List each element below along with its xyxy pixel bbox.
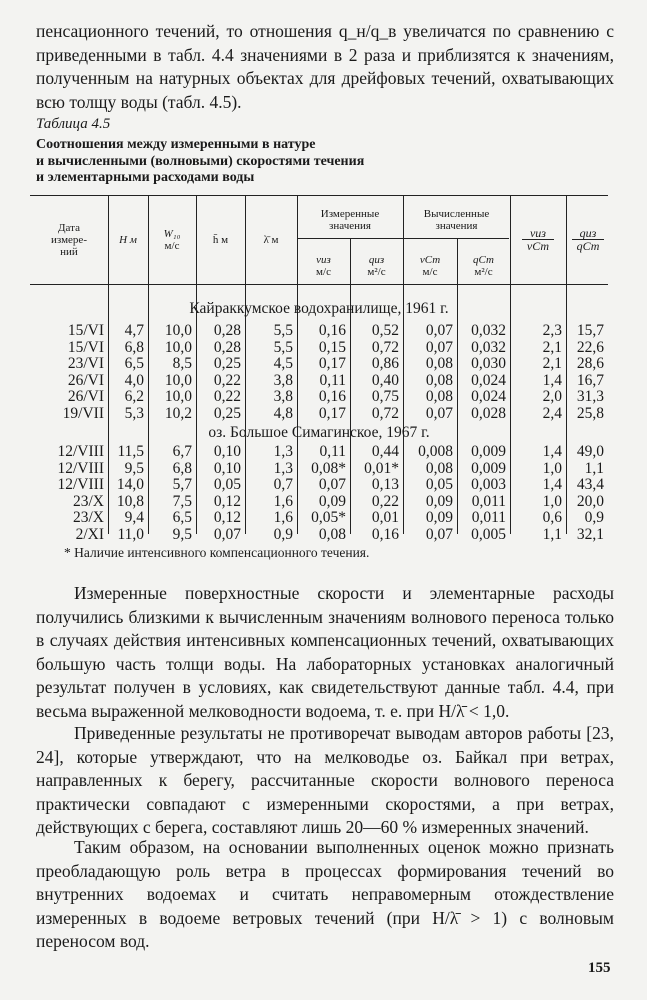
table-cell: 1,4 bbox=[542, 476, 562, 493]
table-cell: 9,5 bbox=[124, 459, 144, 477]
table-cell: 0,10 bbox=[213, 443, 241, 460]
table-cell: 9,5 bbox=[172, 525, 192, 543]
table-cell: 0,10 bbox=[213, 459, 241, 477]
table-row bbox=[30, 389, 608, 406]
table-cell: 4,0 bbox=[124, 371, 144, 389]
table-cell: 0,05* bbox=[311, 509, 346, 526]
table-cell: 7,5 bbox=[172, 492, 192, 510]
table-cell: 14,0 bbox=[116, 476, 144, 493]
table-cell: 0,030 bbox=[471, 355, 506, 372]
header-hbar bbox=[196, 234, 245, 246]
table-row bbox=[30, 406, 608, 423]
table-cell: 0,40 bbox=[371, 371, 399, 389]
table-cell: 0,72 bbox=[371, 404, 399, 422]
table-cell: 26/VI bbox=[67, 371, 104, 389]
table-cell: 2,3 bbox=[542, 322, 562, 339]
table-cell: 0,12 bbox=[213, 509, 241, 526]
table-cell: 0,25 bbox=[213, 404, 241, 422]
table-cell: 0,09 bbox=[425, 509, 453, 526]
table-cell: 0,07 bbox=[425, 338, 453, 356]
table-cell: 11,0 bbox=[117, 525, 144, 543]
table-cell: 0,08* bbox=[311, 459, 346, 477]
header-wind-unit: м/с bbox=[164, 240, 180, 252]
table-cell: 0,22 bbox=[371, 492, 399, 510]
table-cell: 0,05 bbox=[213, 476, 241, 493]
table-cell: 9,4 bbox=[124, 509, 144, 526]
header-date-line: измере- bbox=[51, 234, 87, 246]
table-cell: 0,9 bbox=[584, 509, 604, 526]
table-row bbox=[30, 477, 608, 494]
table-cell: 15/VI bbox=[67, 322, 104, 339]
table-cell: 0,28 bbox=[213, 338, 241, 356]
table-cell: 0,44 bbox=[371, 443, 399, 460]
table-cell: 19/VII bbox=[62, 404, 104, 422]
table-cell: 2,1 bbox=[542, 355, 562, 372]
table-cell: 0,09 bbox=[318, 492, 346, 510]
header-hbar-label: h̄ м bbox=[212, 234, 229, 246]
table-top-rule bbox=[30, 195, 608, 196]
header-measured-line: Измеренные bbox=[320, 208, 380, 220]
paragraph-conclusion: Таким образом, на основании выполненных оценок можно признать преобладающую роль ветра в процессах формирования течений во внутренних водоемах и считать неправомерным отождествление измеренных в водоеме ветровых течений (при H/λ̄ > 1) с волновым переносом вод. bbox=[36, 837, 614, 951]
table-cell: 0,6 bbox=[542, 509, 562, 526]
header-computed-group bbox=[403, 208, 510, 232]
paragraph-intro: пенсационного течений, то отношения q_н/q_в увеличатся по сравнению с приведенными в табл. 4.4 значениями в 2 раза и приблизятся к значениям, полученным на натурных объектах для дрейфовых течений, охватывающих всю толщу воды (табл. 4.5). bbox=[36, 21, 614, 112]
paragraph-results: Приведенные результаты не противоречат выводам авторов работы [23, 24], которые утверждают, что на мелководье оз. Байкал при ветрах, направленных к берегу, рассчитанные скорости волнового переноса практически совпадают с измеренными скоростями, а при ветрах, действующих с берега, составляют лишь 20—60 % измеренных значений. bbox=[36, 723, 614, 837]
table-cell: 0,08 bbox=[318, 525, 346, 543]
table-row bbox=[30, 510, 608, 527]
table-cell: 4,8 bbox=[273, 404, 293, 422]
table-cell: 0,008 bbox=[418, 443, 453, 460]
table-cell: 0,11 bbox=[319, 371, 346, 389]
table-row bbox=[30, 494, 608, 511]
header-ratio-v-num: vиз bbox=[522, 227, 554, 240]
table-cell: 32,1 bbox=[576, 525, 604, 543]
table-cell: 6,8 bbox=[172, 459, 192, 477]
data-table-simaginskoe bbox=[30, 444, 608, 543]
header-q-computed-unit: м²/с bbox=[474, 266, 493, 278]
table-cell: 6,5 bbox=[124, 355, 144, 372]
header-date bbox=[32, 222, 106, 258]
table-cell: 1,3 bbox=[273, 443, 293, 460]
table-row bbox=[30, 461, 608, 478]
table-cell: 0,17 bbox=[318, 355, 346, 372]
table-row bbox=[30, 356, 608, 373]
table-cell: 0,028 bbox=[471, 404, 506, 422]
table-cell: 0,7 bbox=[273, 476, 293, 493]
table-cell: 0,86 bbox=[371, 355, 399, 372]
table-row bbox=[30, 444, 608, 461]
table-cell: 10,0 bbox=[164, 338, 192, 356]
table-cell: 12/VIII bbox=[57, 476, 104, 493]
table-row bbox=[30, 340, 608, 357]
table-cell: 11,5 bbox=[117, 443, 144, 460]
table-cell: 1,1 bbox=[542, 525, 562, 543]
table-cell: 10,0 bbox=[164, 371, 192, 389]
table-cell: 23/VI bbox=[67, 355, 104, 372]
table-cell: 0,09 bbox=[425, 492, 453, 510]
table-cell: 0,72 bbox=[371, 338, 399, 356]
table-cell: 3,8 bbox=[273, 388, 293, 405]
table-cell: 0,13 bbox=[371, 476, 399, 493]
table-cell: 10,0 bbox=[164, 388, 192, 405]
table-cell: 2,4 bbox=[542, 404, 562, 422]
table-cell: 5,7 bbox=[172, 476, 192, 493]
header-ratio-q bbox=[566, 227, 610, 252]
table-cell: 1,6 bbox=[273, 492, 293, 510]
header-v-computed bbox=[403, 254, 457, 278]
table-cell: 5,5 bbox=[273, 322, 293, 339]
table-cell: 0,17 bbox=[318, 404, 346, 422]
table-cell: 23/X bbox=[73, 492, 104, 510]
table-cell: 2,1 bbox=[542, 338, 562, 356]
table-cell: 0,07 bbox=[425, 322, 453, 339]
table-cell: 0,16 bbox=[318, 322, 346, 339]
table-cell: 8,5 bbox=[172, 355, 192, 372]
table-cell: 23/X bbox=[73, 509, 104, 526]
table-cell: 25,8 bbox=[576, 404, 604, 422]
table-cell: 10,0 bbox=[164, 322, 192, 339]
header-ratio-q-num: qиз bbox=[572, 227, 604, 240]
table-row bbox=[30, 527, 608, 544]
header-depth-label: H м bbox=[119, 234, 137, 246]
header-ratio-v-den: vСт bbox=[526, 239, 550, 253]
header-measured-group bbox=[297, 208, 403, 232]
table-cell: 0,12 bbox=[213, 492, 241, 510]
table-cell: 2,0 bbox=[542, 388, 562, 405]
table-cell: 0,009 bbox=[471, 443, 506, 460]
table-cell: 0,024 bbox=[471, 388, 506, 405]
header-wind bbox=[148, 228, 196, 252]
table-cell: 1,0 bbox=[542, 492, 562, 510]
table-cell: 1,4 bbox=[542, 371, 562, 389]
table-cell: 6,7 bbox=[172, 443, 192, 460]
header-depth bbox=[108, 234, 148, 246]
table-cell: 15/VI bbox=[67, 338, 104, 356]
table-cell: 0,07 bbox=[213, 525, 241, 543]
header-computed-line: значения bbox=[435, 220, 478, 232]
table-cell: 0,011 bbox=[471, 509, 506, 526]
header-q-measured-label: qиз bbox=[368, 254, 385, 266]
table-cell: 43,4 bbox=[576, 476, 604, 493]
table-cell: 0,032 bbox=[471, 338, 506, 356]
table-cell: 0,15 bbox=[318, 338, 346, 356]
header-ratio-v bbox=[510, 227, 566, 252]
table-cell: 0,08 bbox=[425, 388, 453, 405]
table-cell: 0,11 bbox=[319, 443, 346, 460]
table-cell: 6,8 bbox=[124, 338, 144, 356]
table-cell: 0,22 bbox=[213, 371, 241, 389]
table-cell: 1,0 bbox=[542, 459, 562, 477]
header-v-computed-label: vСт bbox=[419, 254, 441, 266]
table-cell: 4,7 bbox=[124, 322, 144, 339]
table-title-line: и вычисленными (волновыми) скоростями течения bbox=[36, 153, 365, 169]
table-cell: 49,0 bbox=[576, 443, 604, 460]
header-date-line: ний bbox=[60, 246, 78, 258]
table-cell: 3,8 bbox=[273, 371, 293, 389]
table-cell: 0,28 bbox=[213, 322, 241, 339]
table-cell: 6,2 bbox=[124, 388, 144, 405]
paragraph-measured-speeds: Измеренные поверхностные скорости и элементарные расходы получились близкими к вычисленным значениям волнового переноса только в случаях действия интенсивных компенсационных течений, охватывающих большую часть толщи воды. На лабораторных установках аналогичный результат получен в условиях, как свидетельствуют данные табл. 4.4, при весьма выраженной мелководности водоема, т. е. при H/λ̄ < 1,0. bbox=[36, 583, 614, 721]
header-computed-line: Вычисленные bbox=[423, 208, 490, 220]
table-caption: Таблица 4.5 bbox=[36, 116, 111, 132]
table-title-line: и элементарными расходами воды bbox=[36, 170, 255, 185]
section-title-simaginskoe: оз. Большое Симагинское, 1967 г. bbox=[208, 424, 430, 441]
table-cell: 26/VI bbox=[67, 388, 104, 405]
header-lambda bbox=[245, 234, 297, 246]
header-v-measured-unit: м/с bbox=[316, 266, 331, 278]
header-v-computed-unit: м/с bbox=[422, 266, 438, 278]
table-cell: 0,16 bbox=[371, 525, 399, 543]
table-cell: 0,05 bbox=[425, 476, 453, 493]
table-cell: 0,07 bbox=[425, 525, 453, 543]
header-wind-label: W₁₀ bbox=[163, 228, 181, 240]
table-cell: 0,01 bbox=[371, 509, 399, 526]
table-cell: 1,1 bbox=[584, 459, 604, 477]
table-cell: 10,8 bbox=[116, 492, 144, 510]
table-cell: 0,003 bbox=[471, 476, 506, 493]
header-q-computed bbox=[457, 254, 510, 278]
table-cell: 12/VIII bbox=[57, 459, 104, 477]
table-cell: 0,005 bbox=[471, 525, 506, 543]
header-v-measured bbox=[297, 254, 350, 278]
table-cell: 0,75 bbox=[371, 388, 399, 405]
header-lambda-label: λ̄ м bbox=[263, 234, 279, 246]
header-q-computed-label: qСт bbox=[473, 254, 494, 266]
table-title bbox=[36, 137, 536, 187]
table-cell: 0,024 bbox=[471, 371, 506, 389]
table-cell: 0,032 bbox=[471, 322, 506, 339]
table-cell: 4,5 bbox=[273, 355, 293, 372]
table-cell: 22,6 bbox=[576, 338, 604, 356]
table-cell: 5,5 bbox=[273, 338, 293, 356]
header-ratio-q-den: qСт bbox=[576, 239, 600, 253]
table-cell: 0,9 bbox=[273, 525, 293, 543]
table-cell: 15,7 bbox=[576, 322, 604, 339]
table-cell: 1,3 bbox=[273, 459, 293, 477]
page-number: 155 bbox=[588, 960, 611, 976]
table-header-bottom-rule bbox=[30, 284, 608, 285]
table-cell: 0,07 bbox=[318, 476, 346, 493]
header-v-measured-label: vиз bbox=[316, 254, 331, 266]
table-cell: 6,5 bbox=[172, 509, 192, 526]
table-cell: 0,08 bbox=[425, 355, 453, 372]
header-q-measured bbox=[350, 254, 403, 278]
table-cell: 0,01* bbox=[364, 459, 399, 477]
table-cell: 0,08 bbox=[425, 371, 453, 389]
table-cell: 0,52 bbox=[371, 322, 399, 339]
header-q-measured-unit: м²/с bbox=[367, 266, 386, 278]
table-cell: 0,22 bbox=[213, 388, 241, 405]
table-cell: 16,7 bbox=[576, 371, 604, 389]
table-cell: 0,25 bbox=[213, 355, 241, 372]
header-measured-line: значения bbox=[329, 220, 371, 232]
table-cell: 10,2 bbox=[164, 404, 192, 422]
table-cell: 2/XI bbox=[75, 525, 104, 543]
table-row bbox=[30, 373, 608, 390]
table-cell: 31,3 bbox=[576, 388, 604, 405]
table-title-line: Соотношения между измеренными в натуре bbox=[36, 137, 316, 152]
table-cell: 20,0 bbox=[576, 492, 604, 510]
table-cell: 0,009 bbox=[471, 459, 506, 477]
table-cell: 1,6 bbox=[273, 509, 293, 526]
data-table-kairakkum bbox=[30, 323, 608, 422]
table-footnote: * Наличие интенсивного компенсационного течения. bbox=[64, 545, 370, 560]
table-cell: 12/VIII bbox=[57, 443, 104, 460]
section-title-kairakkum: Кайраккумское водохранилище, 1961 г. bbox=[189, 300, 449, 317]
table-cell: 1,4 bbox=[542, 443, 562, 460]
table-cell: 0,011 bbox=[471, 492, 506, 510]
table-cell: 0,08 bbox=[425, 459, 453, 477]
table-cell: 0,16 bbox=[318, 388, 346, 405]
table-cell: 5,3 bbox=[124, 404, 144, 422]
table-cell: 28,6 bbox=[576, 355, 604, 372]
table-row bbox=[30, 323, 608, 340]
header-date-line: Дата bbox=[58, 222, 80, 234]
table-cell: 0,07 bbox=[425, 404, 453, 422]
